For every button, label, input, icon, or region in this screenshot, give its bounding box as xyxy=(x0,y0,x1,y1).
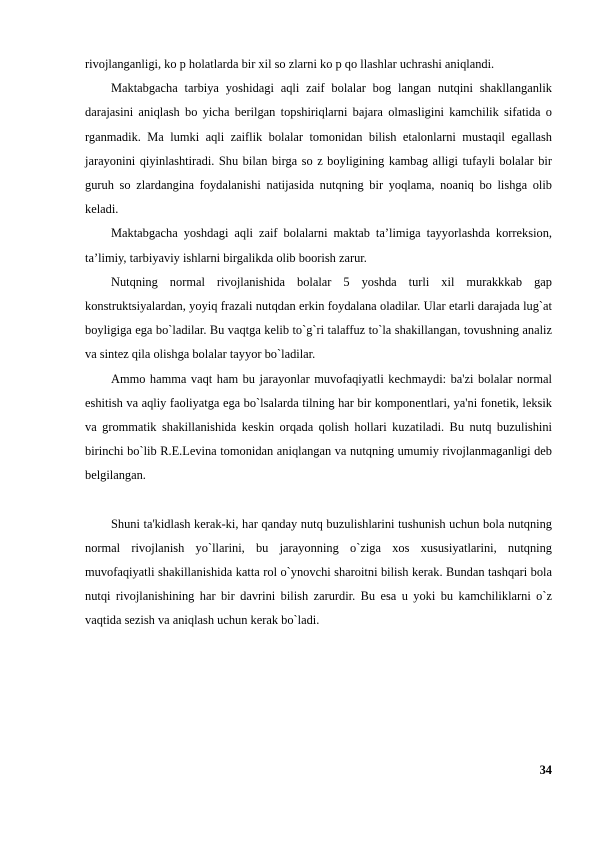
paragraph-gap xyxy=(85,488,552,512)
paragraph: Maktabgacha tarbiya yoshidagi aqli zaif bolalar bog langan nutqini shakllanganlik darajasini aniqlash bo yicha berilgan topshiriqlarni bajara olmasligini kamchilik sifatida o rganmadik. Ma lumki aqli zaiflik bolalar tomonidan bilish etalonlarni mustaqil egallash jarayonini qiyinlashtiradi. Shu bilan birga so z boyligining kambag alligi tufayli bolalar bir guruh so zlardangina foydalanishi natijasida nutqning bir yoqlama, noaniq bo lishga olib keladi. xyxy=(85,81,552,217)
page-number: 34 xyxy=(539,763,552,777)
paragraph: Maktabgacha yoshdagi aqli zaif bolalarni maktab ta’limiga tayyorlashda korreksion, ta’limiy, tarbiyaviy ishlarni birgalikda olib boorish zarur. xyxy=(85,226,552,265)
paragraph: Ammo hamma vaqt ham bu jarayonlar muvofaqiyatli kechmaydi: ba'zi bolalar normal eshitish va aqliy faoliyatga ega bo`lsalarda tilning har bir komponentlari, ya'ni fonetik, leksik va grommatik shakillanishida keskin orqada qolish hollari kuzatiladi. Bu nutq buzulishini birinchi bo`lib R.E.Levina tomonidan aniqlangan va nutqning umumiy rivojlanmaganligi deb belgilangan. xyxy=(85,371,552,483)
paragraph: Shuni ta'kidlash kerak-ki, har qanday nutq buzulishlarini tushunish uchun bola nutqning normal rivojlanish yo`llarini, bu jarayonning o`ziga xos xususiyatlarini, nutqning muvofaqiyatli shakillanishida katta rol o`ynovchi sharoitni bilish kerak. Bundan tashqari bola nutqi rivojlanishining har bir davrini bilish zarurdir. Bu esa u yoki bu kamchiliklarni o`z vaqtida sezish va aniqlash uchun kerak bo`ladi. xyxy=(85,516,552,628)
paragraph: Nutqning normal rivojlanishida bolalar 5 yoshda turli xil murakkkab gap konstruktsiyalardan, yoyiq frazali nutqdan erkin foydalana oladilar. Ular etarli darajada lug`at boyligiga ega bo`ladilar. Bu vaqtga kelib to`g`ri talaffuz to`la shakillangan, tovushning analiz va sintez qila olishga bolalar tayyor bo`ladilar. xyxy=(85,274,552,362)
paragraph-continuation: rivojlanganligi, ko p holatlarda bir xil so zlarni ko p qo llashlar uchrashi aniqlandi. xyxy=(85,57,495,71)
document-body xyxy=(85,52,552,633)
